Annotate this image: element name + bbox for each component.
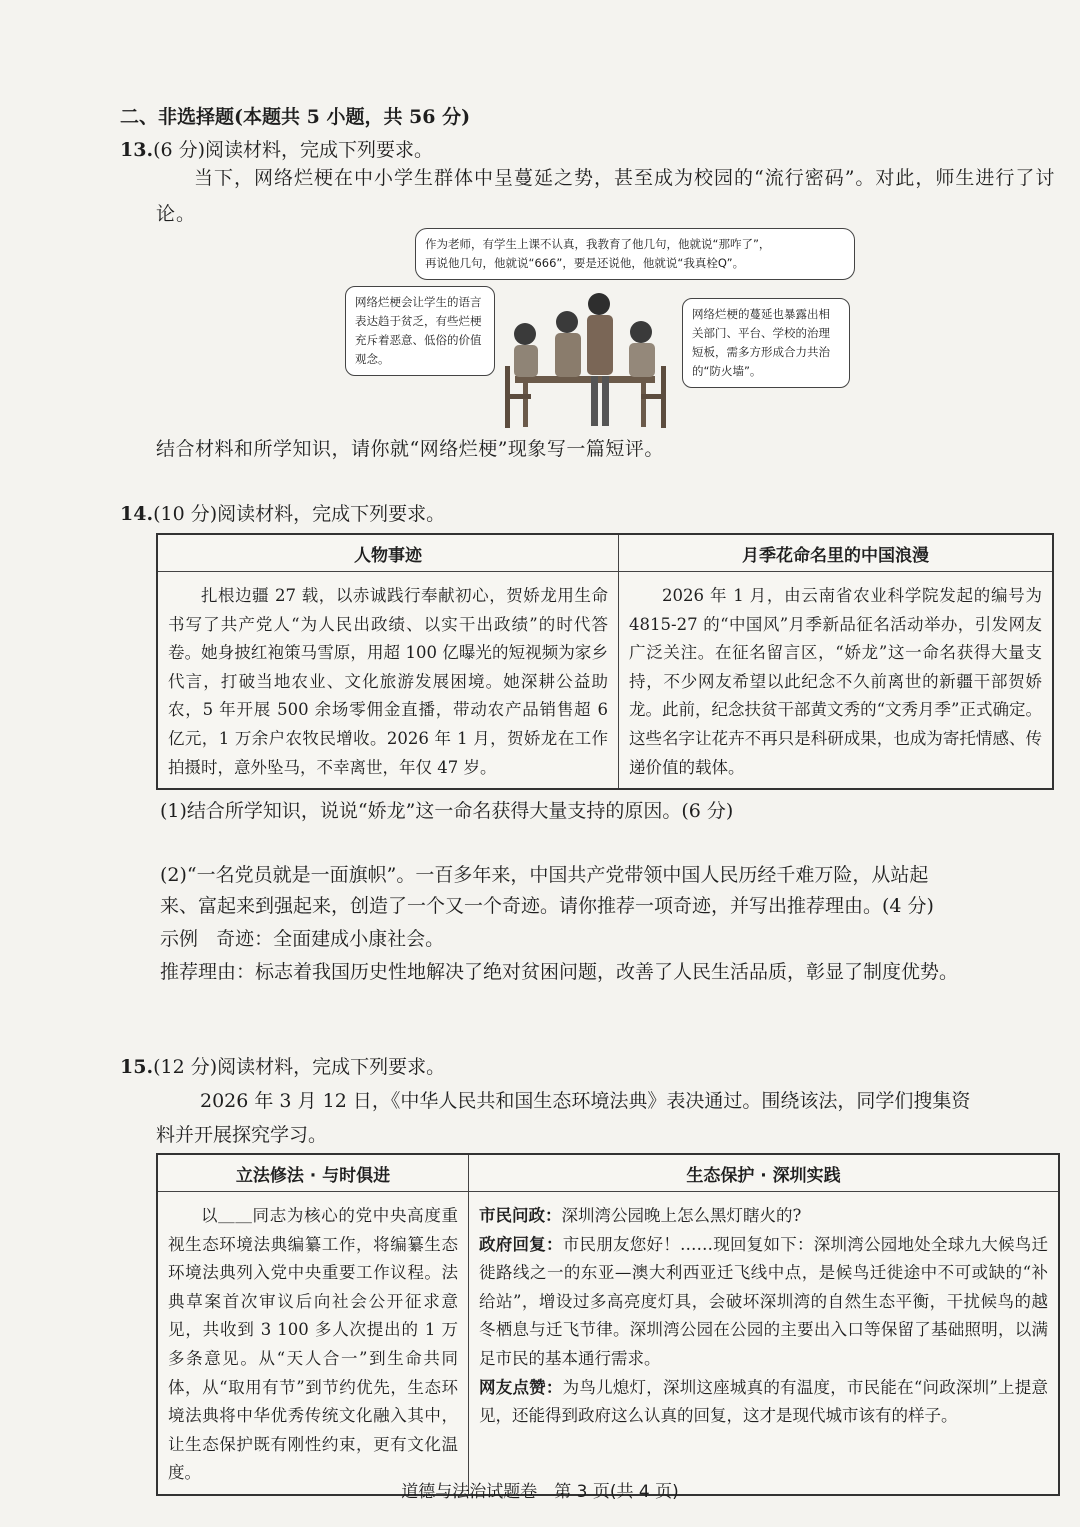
q15-col2-header: 生态保护 · 深圳实践 [469, 1154, 1060, 1192]
citizen-question [479, 1202, 1048, 1231]
page-footer: 道德与法治试题卷 第 3 页(共 4 页) [401, 1482, 679, 1502]
netizen-comment-label: 网友点赞： [479, 1377, 563, 1397]
q13-title [120, 139, 433, 162]
q14-number: 14. [120, 503, 154, 525]
q14-col2-header: 月季花命名里的中国浪漫 [619, 534, 1054, 572]
q14-example [160, 928, 444, 951]
q15-number: 15. [120, 1056, 154, 1078]
q15-col2-content [469, 1192, 1060, 1495]
student-left-speech-bubble: 网络烂梗会让学生的语言表达趋于贫乏，有些烂梗充斥着恶意、低俗的价值观念。 [345, 286, 495, 376]
netizen-comment-text: 为鸟儿熄灯，深圳这座城真的有温度，市民能在“问政深圳”上提意见，还能得到政府这么认真的回复，这才是现代城市该有的样子。 [479, 1377, 1048, 1426]
q15-title [120, 1056, 445, 1079]
teacher-speech-bubble [415, 228, 855, 280]
student-right-speech-bubble: 网络烂梗的蔓延也暴露出相关部门、平台、学校的治理短板，需多方形成合力共治的“防火墙”。 [682, 298, 850, 388]
section-heading: 二、非选择题(本题共 5 小题，共 56 分) [120, 106, 471, 128]
q14-col2-text: 2026 年 1 月，由云南省农业科学院发起的编号为 4815-27 的“中国风”月季新品征名活动举办，引发网友广泛关注。在征名留言区，“娇龙”这一命名获得大量支持，不少网友希望以此纪念不久前离世的新疆干部贺娇龙。此前，纪念扶贫干部黄文秀的“文秀月季”正式确定。这些名字让花卉不再只是科研成果，也成为寄托情感、传递价值的载体。 [619, 572, 1054, 790]
q14-sub1: (1)结合所学知识，说说“娇龙”这一命名获得大量支持的原因。(6 分) [160, 800, 734, 822]
q14-stem: (10 分)阅读材料，完成下列要求。 [153, 503, 446, 525]
q14-col1-text: 扎根边疆 27 载，以赤诚践行奉献初心，贺娇龙用生命书写了共产党人“为人民出政绩、以实干出政绩”的时代答卷。她身披红袍策马雪原，用超 100 亿曝光的短视频为家乡代言，打破当地农业、文化旅游发展困境。她深耕公益助农，5 年开展 500 余场零佣金直播，带动农产品销售超 6 亿元，1 万余户农牧民增收。2026 年 1 月，贺娇龙在工作拍摄时，意外坠马，不幸离世，年仅 47 岁。 [157, 572, 619, 790]
q13-task: 结合材料和所学知识，请你就“网络烂梗”现象写一篇短评。 [156, 438, 664, 460]
q13-number: 13. [120, 139, 154, 161]
q15-col1-text: 以＿＿同志为核心的党中央高度重视生态环境法典编纂工作，将编纂生态环境法典列入党中央重要工作议程。法典草案首次审议后向社会公开征求意见，共收到 3 100 多人次提出的 1 万多条意见。从“天人合一”到生命共同体，从“取用有节”到节约优先，生态环境法典将中华优秀传统文化融入其中，让生态保护既有刚性约束，更有文化温度。 [157, 1192, 469, 1495]
q15-material-line1: 2026 年 3 月 12 日，《中华人民共和国生态环境法典》表决通过。围绕该法，同学们搜集资 [200, 1090, 971, 1112]
q13-stem: (6 分)阅读材料，完成下列要求。 [153, 139, 434, 161]
discussion-illustration [345, 228, 865, 428]
students-at-table-drawing [495, 284, 675, 429]
q15-col1-header: 立法修法 · 与时俱进 [157, 1154, 469, 1192]
q14-example-reason: 推荐理由：标志着我国历史性地解决了绝对贫困问题，改善了人民生活品质，彰显了制度优势。 [160, 961, 959, 983]
q15-stem: (12 分)阅读材料，完成下列要求。 [153, 1056, 446, 1078]
q14-material-table [156, 533, 1054, 790]
q14-col1-header: 人物事迹 [157, 534, 619, 572]
q14-sub2-line2: 来、富起来到强起来，创造了一个又一个奇迹。请你推荐一项奇迹，并写出推荐理由。(4 分) [160, 895, 934, 917]
q14-example-miracle: 奇迹：全面建成小康社会。 [216, 928, 445, 950]
citizen-question-text: 深圳湾公园晚上怎么黑灯瞎火的? [561, 1206, 802, 1225]
q13-material: 当下，网络烂梗在中小学生群体中呈蔓延之势，甚至成为校园的“流行密码”。对此，师生进行了讨论。 [156, 167, 1056, 225]
q14-example-label: 示例 [160, 928, 199, 950]
teacher-speech-line-2: 再说他几句，他就说“666”，要是还说他，他就说“我真栓Q”。 [425, 256, 745, 270]
teacher-speech-line-1: 作为老师，有学生上课不认真，我教育了他几句，他就说“那咋了”， [425, 237, 771, 251]
government-reply-text: 市民朋友您好！……现回复如下：深圳湾公园地处全球九大候鸟迁徙路线之一的东亚—澳大利西亚迁飞线中点，是候鸟迁徙途中不可或缺的“补给站”，增设过多高亮度灯具，会破坏深圳湾的自然生态平衡，干扰候鸟的越冬栖息与迁飞节律。深圳湾公园在公园的主要出入口等保留了基础照明，以满足市民的基本通行需求。 [479, 1234, 1048, 1368]
citizen-question-label: 市民问政： [479, 1206, 562, 1225]
q15-material-line2: 料并开展探究学习。 [156, 1124, 328, 1146]
q14-sub2-line1: (2)“一名党员就是一面旗帜”。一百多年来，中国共产党带领中国人民历经千难万险，从站起 [160, 864, 929, 886]
government-reply-label: 政府回复： [479, 1234, 563, 1254]
netizen-comment [479, 1374, 1048, 1431]
q15-material-table [156, 1153, 1060, 1496]
q14-title [120, 503, 445, 526]
government-reply [479, 1231, 1048, 1374]
